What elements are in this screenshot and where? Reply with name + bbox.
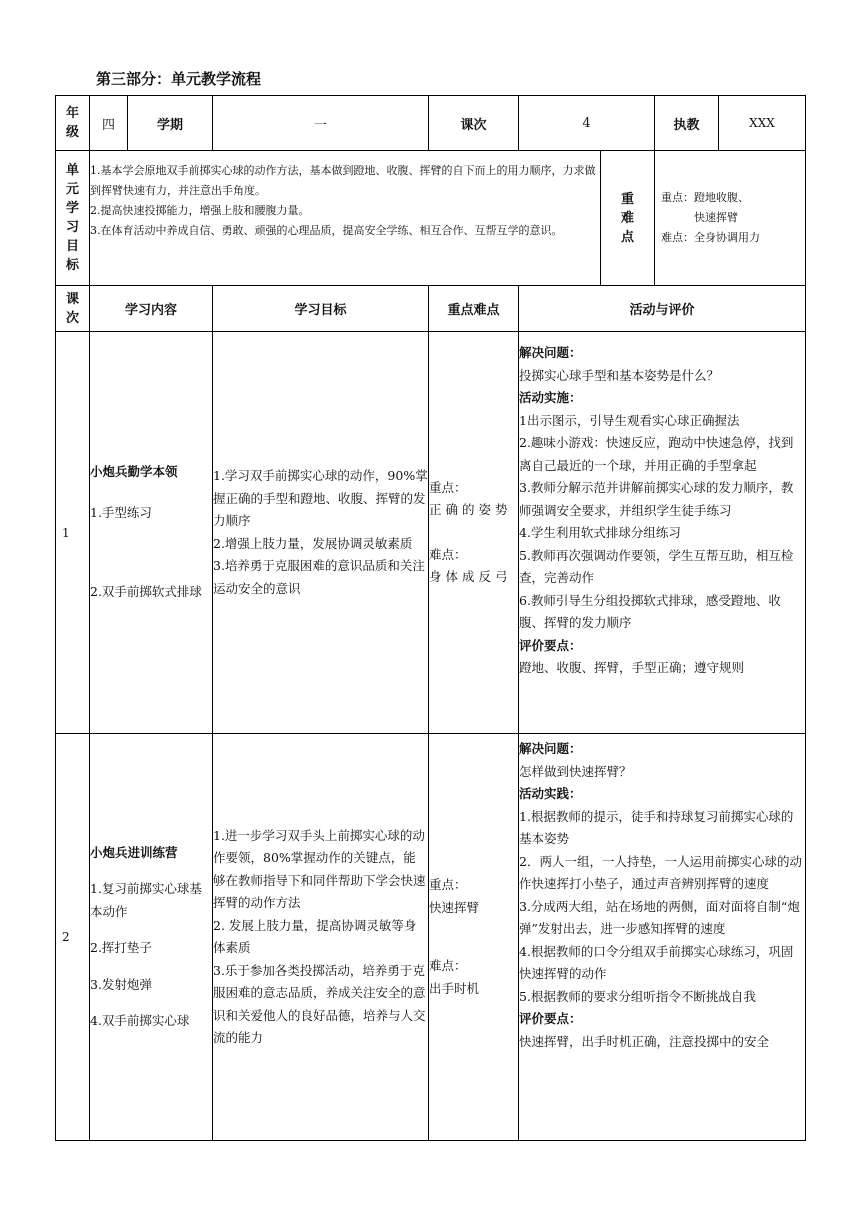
problem-label: 解决问题： [519,741,582,756]
evaluation-text: 快速挥臂，出手时机正确，注意投掷中的安全 [519,1033,770,1049]
teacher-value: XXX [719,96,806,151]
term-value: 一 [213,96,429,151]
unit-goals-row [56,151,806,286]
lesson-activities [519,734,806,1141]
grade-label-cell [56,96,90,151]
unit-key-line: 重点：蹬地收腹、 [661,191,749,204]
unit-goal-item: 1.基本学会原地双手前掷实心球的动作方法，基本做到蹬地、收腹、挥臂的自下而上的用力顺序，力求做到挥臂快速有力，并注意出手角度。 [90,164,596,197]
unit-goals-label: 元 [65,182,79,197]
grade-label: 年 [65,106,79,121]
col-lesson-label: 课 [65,291,79,307]
difficulty-label: 难点： [429,546,467,562]
lesson-content [90,734,213,1141]
activity-step: 4.学生利用软式排球分组练习 [519,525,681,540]
lesson-objectives [213,332,429,734]
activity-step: 4.根据教师的口令分组双手前掷实心球练习，巩固快速挥臂的动作 [519,943,794,981]
term-label: 学期 [128,96,213,151]
key-difficulty-label: 难 [620,210,634,226]
lesson-content-item: 4.双手前掷实心球 [90,1013,190,1028]
activity-step: 2．两人一组，一人持垫，一人运用前掷实心球的动作快速挥打小垫子，通过声音辨别挥臂的速度 [519,853,802,891]
unit-goal-item: 2.提高快速投掷能力，增强上肢和腰腹力量。 [90,204,310,217]
lesson-key-points [429,332,519,734]
col-key-points-header: 重点难点 [429,286,519,332]
col-lesson-header [56,286,90,332]
unit-key-line: 快速挥臂 [661,211,738,224]
objective-item: 3.乐于参加各类投掷活动，培养勇于克服困难的意志品质，养成关注安全的意识和关爱他人的良好品德，培养与人交流的能力 [213,962,426,1045]
lesson-content-title: 小炮兵进训练营 [90,844,178,860]
lesson-row [56,734,806,1141]
teaching-flow-table [55,95,806,1141]
lesson-content [90,332,213,734]
unit-goals-label: 标 [65,258,79,273]
objective-item: 2. 发展上肢力量，提高协调灵敏等身体素质 [213,917,417,955]
lesson-objectives [213,734,429,1141]
problem-label: 解决问题： [519,345,582,360]
key-difficulty-label: 点 [620,229,634,245]
activity-step: 2.趣味小游戏：快速反应，跑动中快速急停，找到离自己最近的一个球，并用正确的手型拿起 [519,435,794,473]
unit-goals-label: 单 [65,163,79,178]
key-text: 正确的姿势 [429,502,512,517]
evaluation-text: 蹬地、收腹、挥臂，手型正确；遵守规则 [519,660,745,675]
header-row [56,96,806,151]
key-difficulty-label: 重 [620,191,634,207]
implement-label: 活动实施： [519,390,582,405]
teacher-label: 执教 [655,96,719,151]
unit-goals-label: 目 [65,239,79,254]
lesson-activities [519,332,806,734]
unit-goals-label-cell [56,151,90,286]
lesson-content-item: 2.挥打垫子 [90,940,152,955]
col-lesson-label: 次 [65,310,79,326]
grade-label: 级 [65,125,79,140]
unit-goals-text [90,151,601,286]
objective-item: 2.增强上肢力量，发展协调灵敏素质 [213,535,413,551]
problem-text: 怎样做到快速挥臂？ [519,763,632,779]
activity-step: 5.根据教师的要求分组听指令不断挑战自我 [519,988,756,1004]
key-label: 重点： [429,479,467,495]
key-label: 重点： [429,877,467,892]
activity-step: 1.根据教师的提示，徒手和持球复习前掷实心球的基本姿势 [519,808,794,846]
activity-step: 3.分成两大组，站在场地的两侧，面对面将自制“炮弹”发射出去，进一步感知挥臂的速度 [519,898,800,936]
difficulty-label: 难点： [429,958,467,973]
key-text: 快速挥臂 [429,899,480,915]
lesson-content-title: 小炮兵勤学本领 [90,464,178,480]
unit-goals-label: 习 [65,220,79,235]
evaluation-label: 评价要点： [519,1011,582,1026]
col-content-header: 学习内容 [90,286,213,332]
unit-key-points [655,151,806,286]
unit-goals-label: 学 [65,201,79,216]
column-header-row [56,286,806,332]
activity-step: 1出示图示，引导生观看实心球正确握法 [519,412,740,428]
lesson-count-value: 4 [519,96,655,151]
problem-text: 投掷实心球手型和基本姿势是什么？ [519,367,720,383]
lesson-row [56,332,806,734]
activity-step: 3.教师分解示范并讲解前掷实心球的发力顺序，教师强调安全要求，并组织学生徒手练习 [519,480,794,518]
lesson-number: 1 [56,332,90,734]
page-title: 第三部分：单元教学流程 [96,70,262,88]
implement-label: 活动实践： [519,786,582,801]
grade-value: 四 [90,96,128,151]
objective-item: 1.学习双手前掷实心球的动作，90%掌握正确的手型和蹬地、收腹、挥臂的发力顺序 [213,468,428,528]
key-difficulty-label-cell [601,151,655,286]
evaluation-label: 评价要点： [519,637,582,653]
objective-item: 1.进一步学习双手头上前掷实心球的动作要领，80%掌握动作的关键点，能够在教师指导下和同伴帮助下学会快速挥臂的动作方法 [213,827,426,910]
activity-step: 6.教师引导生分组投掷软式排球，感受蹬地、收腹、挥臂的发力顺序 [519,592,781,630]
activity-step: 5.教师再次强调动作要领，学生互帮互助，相互检查，完善动作 [519,547,794,585]
lesson-content-item: 3.发射炮弹 [90,976,152,992]
lesson-key-points [429,734,519,1141]
unit-goal-item: 3.在体育活动中养成自信、勇敢、顽强的心理品质，提高安全学练、相互合作、互帮互学的意识。 [90,224,563,237]
difficulty-text: 身体成反弓 [429,569,512,584]
lesson-number: 2 [56,734,90,1141]
lesson-content-item: 1.手型练习 [90,504,152,520]
objective-item: 3.培养勇于克服困难的意识品质和关注运动安全的意识 [213,558,425,596]
lesson-content-item: 2.双手前掷软式排球 [90,584,202,600]
lesson-count-label: 课次 [429,96,519,151]
col-activity-header: 活动与评价 [519,286,806,332]
difficulty-text: 出手时机 [429,980,480,996]
col-objective-header: 学习目标 [213,286,429,332]
unit-key-line: 难点：全身协调用力 [661,231,760,244]
lesson-content-item: 1.复习前掷实心球基本动作 [90,881,202,919]
